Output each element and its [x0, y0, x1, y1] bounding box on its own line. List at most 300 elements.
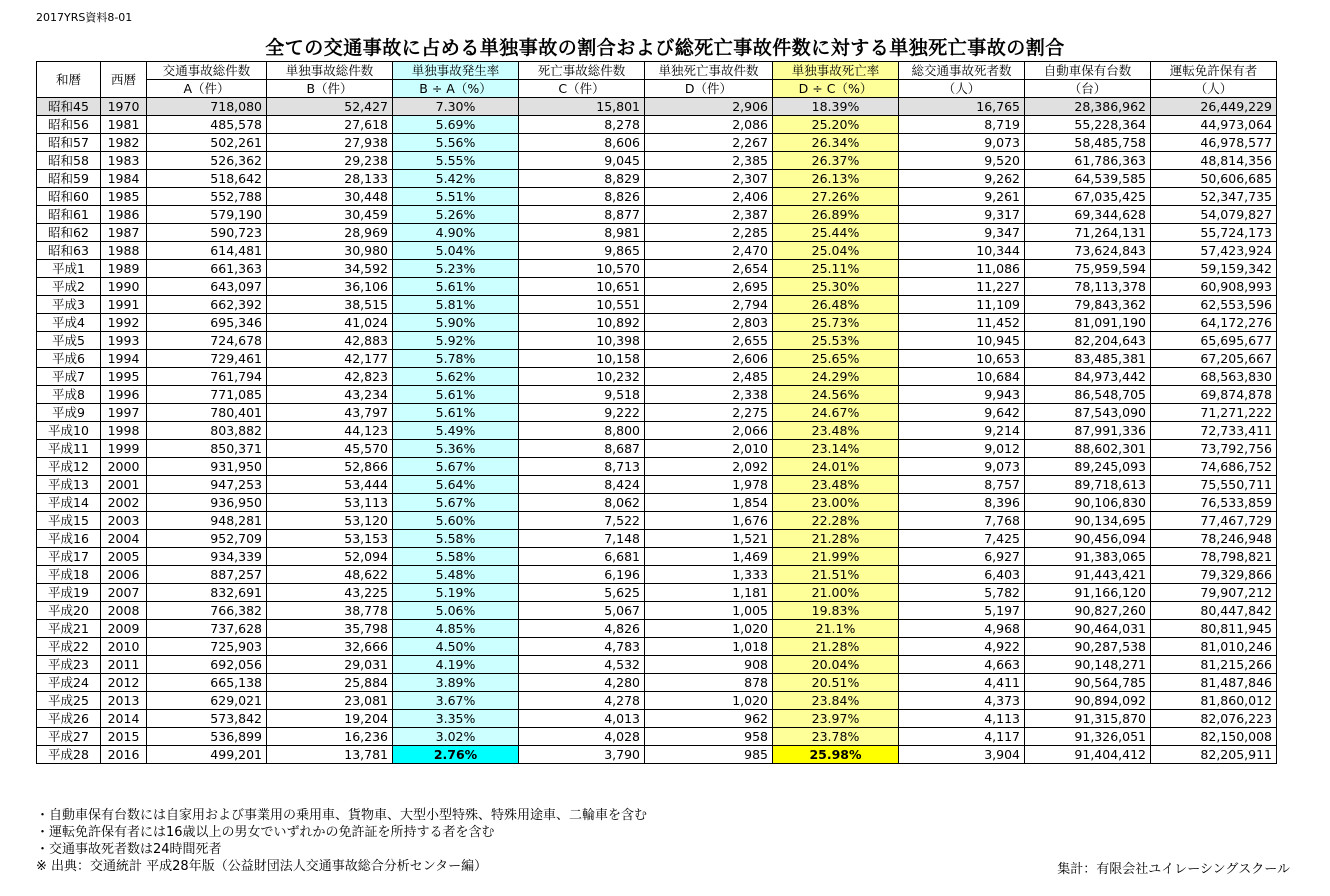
cell-fatal-accidents: 3,790	[519, 746, 645, 764]
cell-single-fatal-rate: 21.28%	[773, 530, 899, 548]
cell-single-fatal-rate: 25.44%	[773, 224, 899, 242]
cell-vehicles: 84,973,442	[1025, 368, 1151, 386]
cell-license-holders: 81,860,012	[1151, 692, 1277, 710]
cell-fatal-accidents: 8,606	[519, 134, 645, 152]
cell-era: 平成27	[37, 728, 101, 746]
cell-year: 1987	[101, 224, 147, 242]
cell-single-accidents: 52,094	[267, 548, 393, 566]
cell-single-rate: 5.49%	[393, 422, 519, 440]
table-row	[37, 188, 1277, 206]
cell-era: 昭和56	[37, 116, 101, 134]
cell-deaths: 10,945	[899, 332, 1025, 350]
cell-total-accidents: 643,097	[147, 278, 267, 296]
cell-vehicles: 90,106,830	[1025, 494, 1151, 512]
cell-deaths: 7,768	[899, 512, 1025, 530]
cell-single-rate: 5.67%	[393, 494, 519, 512]
cell-era: 平成28	[37, 746, 101, 764]
cell-era: 平成1	[37, 260, 101, 278]
cell-single-rate: 4.19%	[393, 656, 519, 674]
cell-single-rate: 5.06%	[393, 602, 519, 620]
cell-vehicles: 55,228,364	[1025, 116, 1151, 134]
header-subrow	[37, 80, 1277, 98]
cell-era: 平成11	[37, 440, 101, 458]
cell-fatal-accidents: 10,570	[519, 260, 645, 278]
cell-vehicles: 61,786,363	[1025, 152, 1151, 170]
cell-fatal-accidents: 5,625	[519, 584, 645, 602]
col-header-year: 西暦	[101, 62, 147, 98]
cell-total-accidents: 887,257	[147, 566, 267, 584]
cell-vehicles: 90,564,785	[1025, 674, 1151, 692]
cell-single-rate: 3.89%	[393, 674, 519, 692]
cell-deaths: 11,227	[899, 278, 1025, 296]
cell-single-rate: 5.61%	[393, 404, 519, 422]
cell-single-accidents: 52,866	[267, 458, 393, 476]
cell-vehicles: 90,456,094	[1025, 530, 1151, 548]
cell-single-accidents: 42,883	[267, 332, 393, 350]
col-subheader-total-accidents: A（件）	[147, 80, 267, 98]
cell-total-accidents: 499,201	[147, 746, 267, 764]
cell-deaths: 6,927	[899, 548, 1025, 566]
cell-vehicles: 64,539,585	[1025, 170, 1151, 188]
cell-total-accidents: 485,578	[147, 116, 267, 134]
source-note: ※ 出典：交通統計 平成28年版（公益財団法人交通事故総合分析センター編）	[36, 859, 488, 874]
cell-single-fatal: 958	[645, 728, 773, 746]
cell-single-accidents: 27,618	[267, 116, 393, 134]
cell-year: 1981	[101, 116, 147, 134]
cell-fatal-accidents: 10,398	[519, 332, 645, 350]
cell-single-fatal: 1,005	[645, 602, 773, 620]
cell-fatal-accidents: 4,013	[519, 710, 645, 728]
cell-single-fatal-rate: 23.84%	[773, 692, 899, 710]
cell-single-rate: 4.90%	[393, 224, 519, 242]
cell-single-fatal: 2,655	[645, 332, 773, 350]
cell-license-holders: 79,329,866	[1151, 566, 1277, 584]
cell-single-fatal: 2,385	[645, 152, 773, 170]
cell-single-accidents: 45,570	[267, 440, 393, 458]
col-subheader-vehicles: （台）	[1025, 80, 1151, 98]
cell-license-holders: 82,150,008	[1151, 728, 1277, 746]
cell-total-accidents: 662,392	[147, 296, 267, 314]
cell-year: 1999	[101, 440, 147, 458]
cell-era: 平成6	[37, 350, 101, 368]
cell-single-rate: 4.85%	[393, 620, 519, 638]
cell-single-rate: 5.92%	[393, 332, 519, 350]
cell-vehicles: 90,148,271	[1025, 656, 1151, 674]
cell-era: 平成3	[37, 296, 101, 314]
col-subheader-deaths: （人）	[899, 80, 1025, 98]
cell-fatal-accidents: 8,800	[519, 422, 645, 440]
cell-deaths: 10,653	[899, 350, 1025, 368]
cell-license-holders: 80,447,842	[1151, 602, 1277, 620]
col-subheader-license-holders: （人）	[1151, 80, 1277, 98]
cell-license-holders: 44,973,064	[1151, 116, 1277, 134]
cell-vehicles: 91,326,051	[1025, 728, 1151, 746]
cell-era: 平成10	[37, 422, 101, 440]
cell-total-accidents: 931,950	[147, 458, 267, 476]
cell-license-holders: 82,205,911	[1151, 746, 1277, 764]
cell-single-fatal-rate: 25.98%	[773, 746, 899, 764]
cell-vehicles: 90,464,031	[1025, 620, 1151, 638]
cell-year: 1989	[101, 260, 147, 278]
cell-vehicles: 73,624,843	[1025, 242, 1151, 260]
cell-single-fatal: 2,485	[645, 368, 773, 386]
cell-single-fatal-rate: 24.67%	[773, 404, 899, 422]
table-row	[37, 692, 1277, 710]
cell-single-fatal: 2,092	[645, 458, 773, 476]
cell-license-holders: 64,172,276	[1151, 314, 1277, 332]
footnote: ・自動車保有台数には自家用および事業用の乗用車、貨物車、大型小型特殊、特殊用途車、二輪車を含む	[36, 808, 648, 823]
cell-single-fatal: 2,307	[645, 170, 773, 188]
table-row	[37, 638, 1277, 656]
cell-single-fatal-rate: 26.48%	[773, 296, 899, 314]
cell-year: 1993	[101, 332, 147, 350]
cell-total-accidents: 573,842	[147, 710, 267, 728]
cell-license-holders: 76,533,859	[1151, 494, 1277, 512]
table-row	[37, 404, 1277, 422]
cell-fatal-accidents: 10,892	[519, 314, 645, 332]
table-row	[37, 242, 1277, 260]
cell-single-fatal: 2,387	[645, 206, 773, 224]
cell-single-fatal: 1,018	[645, 638, 773, 656]
cell-fatal-accidents: 8,713	[519, 458, 645, 476]
cell-license-holders: 71,271,222	[1151, 404, 1277, 422]
cell-single-fatal-rate: 21.00%	[773, 584, 899, 602]
cell-single-fatal: 2,803	[645, 314, 773, 332]
cell-single-fatal: 2,086	[645, 116, 773, 134]
table-row	[37, 548, 1277, 566]
cell-year: 2001	[101, 476, 147, 494]
cell-year: 2003	[101, 512, 147, 530]
cell-total-accidents: 718,080	[147, 98, 267, 116]
table-row	[37, 224, 1277, 242]
cell-single-accidents: 34,592	[267, 260, 393, 278]
cell-single-fatal-rate: 21.51%	[773, 566, 899, 584]
cell-single-rate: 5.90%	[393, 314, 519, 332]
cell-year: 2015	[101, 728, 147, 746]
cell-era: 平成2	[37, 278, 101, 296]
cell-license-holders: 59,159,342	[1151, 260, 1277, 278]
cell-year: 1984	[101, 170, 147, 188]
cell-single-fatal-rate: 18.39%	[773, 98, 899, 116]
cell-vehicles: 28,386,962	[1025, 98, 1151, 116]
cell-single-fatal-rate: 25.04%	[773, 242, 899, 260]
cell-license-holders: 75,550,711	[1151, 476, 1277, 494]
table-row	[37, 152, 1277, 170]
table-row	[37, 332, 1277, 350]
cell-fatal-accidents: 7,148	[519, 530, 645, 548]
cell-era: 平成15	[37, 512, 101, 530]
cell-total-accidents: 724,678	[147, 332, 267, 350]
cell-single-accidents: 43,797	[267, 404, 393, 422]
cell-vehicles: 87,543,090	[1025, 404, 1151, 422]
table-row	[37, 170, 1277, 188]
cell-total-accidents: 552,788	[147, 188, 267, 206]
cell-fatal-accidents: 8,829	[519, 170, 645, 188]
cell-single-accidents: 28,969	[267, 224, 393, 242]
cell-license-holders: 52,347,735	[1151, 188, 1277, 206]
cell-fatal-accidents: 8,278	[519, 116, 645, 134]
cell-year: 1998	[101, 422, 147, 440]
cell-vehicles: 91,404,412	[1025, 746, 1151, 764]
cell-license-holders: 54,079,827	[1151, 206, 1277, 224]
cell-vehicles: 71,264,131	[1025, 224, 1151, 242]
cell-single-rate: 5.51%	[393, 188, 519, 206]
cell-deaths: 9,214	[899, 422, 1025, 440]
cell-single-fatal-rate: 23.48%	[773, 422, 899, 440]
cell-single-rate: 3.35%	[393, 710, 519, 728]
cell-deaths: 4,411	[899, 674, 1025, 692]
col-header-single-fatal-rate: 単独事故死亡率	[773, 62, 899, 80]
cell-total-accidents: 518,642	[147, 170, 267, 188]
cell-single-fatal: 962	[645, 710, 773, 728]
cell-license-holders: 65,695,677	[1151, 332, 1277, 350]
cell-total-accidents: 737,628	[147, 620, 267, 638]
cell-deaths: 4,968	[899, 620, 1025, 638]
cell-era: 平成18	[37, 566, 101, 584]
cell-single-fatal: 1,181	[645, 584, 773, 602]
statistics-table	[36, 61, 1277, 764]
cell-single-accidents: 30,448	[267, 188, 393, 206]
document-id: 2017YRS資料8-01	[36, 11, 133, 24]
cell-single-rate: 5.61%	[393, 386, 519, 404]
cell-single-fatal-rate: 26.13%	[773, 170, 899, 188]
cell-single-rate: 3.02%	[393, 728, 519, 746]
cell-single-fatal: 1,469	[645, 548, 773, 566]
table-row	[37, 476, 1277, 494]
cell-total-accidents: 692,056	[147, 656, 267, 674]
cell-total-accidents: 665,138	[147, 674, 267, 692]
cell-license-holders: 57,423,924	[1151, 242, 1277, 260]
cell-deaths: 10,344	[899, 242, 1025, 260]
cell-single-fatal-rate: 22.28%	[773, 512, 899, 530]
cell-single-fatal-rate: 25.30%	[773, 278, 899, 296]
cell-year: 1983	[101, 152, 147, 170]
table-row	[37, 296, 1277, 314]
cell-vehicles: 91,443,421	[1025, 566, 1151, 584]
cell-deaths: 16,765	[899, 98, 1025, 116]
cell-single-fatal-rate: 25.11%	[773, 260, 899, 278]
cell-total-accidents: 590,723	[147, 224, 267, 242]
table-row	[37, 98, 1277, 116]
cell-era: 平成23	[37, 656, 101, 674]
cell-deaths: 9,347	[899, 224, 1025, 242]
cell-license-holders: 73,792,756	[1151, 440, 1277, 458]
cell-license-holders: 55,724,173	[1151, 224, 1277, 242]
cell-era: 平成12	[37, 458, 101, 476]
cell-vehicles: 91,315,870	[1025, 710, 1151, 728]
cell-era: 平成25	[37, 692, 101, 710]
cell-year: 1996	[101, 386, 147, 404]
cell-single-fatal: 2,275	[645, 404, 773, 422]
cell-single-rate: 2.76%	[393, 746, 519, 764]
cell-year: 1991	[101, 296, 147, 314]
cell-era: 昭和63	[37, 242, 101, 260]
cell-single-accidents: 44,123	[267, 422, 393, 440]
cell-year: 1995	[101, 368, 147, 386]
cell-fatal-accidents: 10,651	[519, 278, 645, 296]
cell-deaths: 7,425	[899, 530, 1025, 548]
cell-year: 2011	[101, 656, 147, 674]
cell-license-holders: 82,076,223	[1151, 710, 1277, 728]
cell-single-fatal: 2,695	[645, 278, 773, 296]
cell-single-fatal: 2,794	[645, 296, 773, 314]
cell-single-fatal-rate: 23.00%	[773, 494, 899, 512]
cell-total-accidents: 771,085	[147, 386, 267, 404]
credit: 集計：有限会社ユイレーシングスクール	[1057, 862, 1290, 877]
cell-era: 昭和60	[37, 188, 101, 206]
cell-single-fatal: 2,010	[645, 440, 773, 458]
cell-single-rate: 5.69%	[393, 116, 519, 134]
cell-year: 2007	[101, 584, 147, 602]
cell-deaths: 4,922	[899, 638, 1025, 656]
cell-single-fatal-rate: 26.37%	[773, 152, 899, 170]
cell-single-fatal: 2,470	[645, 242, 773, 260]
cell-deaths: 9,317	[899, 206, 1025, 224]
cell-single-fatal: 2,267	[645, 134, 773, 152]
cell-single-fatal: 908	[645, 656, 773, 674]
cell-license-holders: 81,010,246	[1151, 638, 1277, 656]
cell-single-accidents: 32,666	[267, 638, 393, 656]
cell-single-rate: 5.48%	[393, 566, 519, 584]
cell-single-fatal: 1,521	[645, 530, 773, 548]
cell-single-fatal-rate: 23.14%	[773, 440, 899, 458]
cell-single-fatal-rate: 26.34%	[773, 134, 899, 152]
table-row	[37, 314, 1277, 332]
cell-total-accidents: 832,691	[147, 584, 267, 602]
cell-deaths: 9,642	[899, 404, 1025, 422]
cell-license-holders: 26,449,229	[1151, 98, 1277, 116]
cell-deaths: 9,261	[899, 188, 1025, 206]
table-body	[37, 98, 1277, 764]
col-header-license-holders: 運転免許保有者	[1151, 62, 1277, 80]
cell-single-fatal-rate: 23.48%	[773, 476, 899, 494]
cell-single-accidents: 42,823	[267, 368, 393, 386]
cell-deaths: 8,719	[899, 116, 1025, 134]
cell-fatal-accidents: 5,067	[519, 602, 645, 620]
cell-single-fatal: 2,285	[645, 224, 773, 242]
cell-single-fatal-rate: 25.53%	[773, 332, 899, 350]
cell-single-rate: 5.60%	[393, 512, 519, 530]
table-row	[37, 728, 1277, 746]
cell-vehicles: 87,991,336	[1025, 422, 1151, 440]
cell-license-holders: 67,205,667	[1151, 350, 1277, 368]
cell-single-fatal: 2,606	[645, 350, 773, 368]
col-subheader-fatal-accidents: C（件）	[519, 80, 645, 98]
cell-single-rate: 5.62%	[393, 368, 519, 386]
cell-total-accidents: 526,362	[147, 152, 267, 170]
cell-single-accidents: 36,106	[267, 278, 393, 296]
cell-year: 2000	[101, 458, 147, 476]
cell-era: 平成8	[37, 386, 101, 404]
cell-year: 1988	[101, 242, 147, 260]
cell-fatal-accidents: 8,826	[519, 188, 645, 206]
cell-total-accidents: 725,903	[147, 638, 267, 656]
cell-fatal-accidents: 7,522	[519, 512, 645, 530]
cell-vehicles: 91,383,065	[1025, 548, 1151, 566]
page-title: 全ての交通事故に占める単独事故の割合および総死亡事故件数に対する単独死亡事故の割合	[265, 37, 1065, 59]
cell-total-accidents: 766,382	[147, 602, 267, 620]
cell-license-holders: 81,487,846	[1151, 674, 1277, 692]
footnote: ・運転免許保有者には16歳以上の男女でいずれかの免許証を所持する者を含む	[36, 825, 495, 840]
cell-single-fatal-rate: 27.26%	[773, 188, 899, 206]
cell-single-accidents: 35,798	[267, 620, 393, 638]
col-header-single-fatal: 単独死亡事故件数	[645, 62, 773, 80]
cell-total-accidents: 850,371	[147, 440, 267, 458]
header-row	[37, 62, 1277, 80]
cell-license-holders: 78,798,821	[1151, 548, 1277, 566]
cell-year: 1997	[101, 404, 147, 422]
cell-single-fatal: 1,020	[645, 692, 773, 710]
cell-single-accidents: 53,153	[267, 530, 393, 548]
cell-fatal-accidents: 4,280	[519, 674, 645, 692]
cell-year: 1992	[101, 314, 147, 332]
cell-single-fatal: 2,406	[645, 188, 773, 206]
col-header-single-rate: 単独事故発生率	[393, 62, 519, 80]
table-row	[37, 602, 1277, 620]
cell-era: 平成4	[37, 314, 101, 332]
cell-era: 平成19	[37, 584, 101, 602]
cell-year: 2009	[101, 620, 147, 638]
cell-fatal-accidents: 10,158	[519, 350, 645, 368]
cell-fatal-accidents: 9,222	[519, 404, 645, 422]
col-header-fatal-accidents: 死亡事故総件数	[519, 62, 645, 80]
cell-era: 昭和59	[37, 170, 101, 188]
cell-single-accidents: 41,024	[267, 314, 393, 332]
cell-single-fatal: 1,854	[645, 494, 773, 512]
cell-era: 昭和45	[37, 98, 101, 116]
cell-deaths: 4,663	[899, 656, 1025, 674]
cell-deaths: 8,757	[899, 476, 1025, 494]
cell-single-rate: 5.55%	[393, 152, 519, 170]
cell-total-accidents: 536,899	[147, 728, 267, 746]
cell-total-accidents: 761,794	[147, 368, 267, 386]
cell-license-holders: 81,215,266	[1151, 656, 1277, 674]
table-row	[37, 278, 1277, 296]
table-row	[37, 368, 1277, 386]
cell-license-holders: 78,246,948	[1151, 530, 1277, 548]
cell-license-holders: 74,686,752	[1151, 458, 1277, 476]
cell-deaths: 9,943	[899, 386, 1025, 404]
cell-fatal-accidents: 10,551	[519, 296, 645, 314]
col-header-era: 和暦	[37, 62, 101, 98]
cell-single-fatal-rate: 25.20%	[773, 116, 899, 134]
cell-single-rate: 5.78%	[393, 350, 519, 368]
cell-fatal-accidents: 9,865	[519, 242, 645, 260]
cell-total-accidents: 934,339	[147, 548, 267, 566]
cell-single-fatal: 1,676	[645, 512, 773, 530]
cell-year: 2008	[101, 602, 147, 620]
cell-era: 平成16	[37, 530, 101, 548]
cell-single-rate: 5.04%	[393, 242, 519, 260]
cell-era: 平成20	[37, 602, 101, 620]
col-subheader-single-fatal: D（件）	[645, 80, 773, 98]
cell-single-accidents: 53,113	[267, 494, 393, 512]
cell-year: 1990	[101, 278, 147, 296]
cell-single-accidents: 13,781	[267, 746, 393, 764]
cell-single-fatal: 1,333	[645, 566, 773, 584]
cell-fatal-accidents: 6,681	[519, 548, 645, 566]
cell-license-holders: 60,908,993	[1151, 278, 1277, 296]
cell-deaths: 9,012	[899, 440, 1025, 458]
cell-deaths: 11,086	[899, 260, 1025, 278]
cell-single-rate: 5.56%	[393, 134, 519, 152]
table-row	[37, 530, 1277, 548]
cell-deaths: 9,073	[899, 134, 1025, 152]
cell-deaths: 5,782	[899, 584, 1025, 602]
cell-year: 1986	[101, 206, 147, 224]
cell-vehicles: 79,843,362	[1025, 296, 1151, 314]
cell-fatal-accidents: 8,062	[519, 494, 645, 512]
